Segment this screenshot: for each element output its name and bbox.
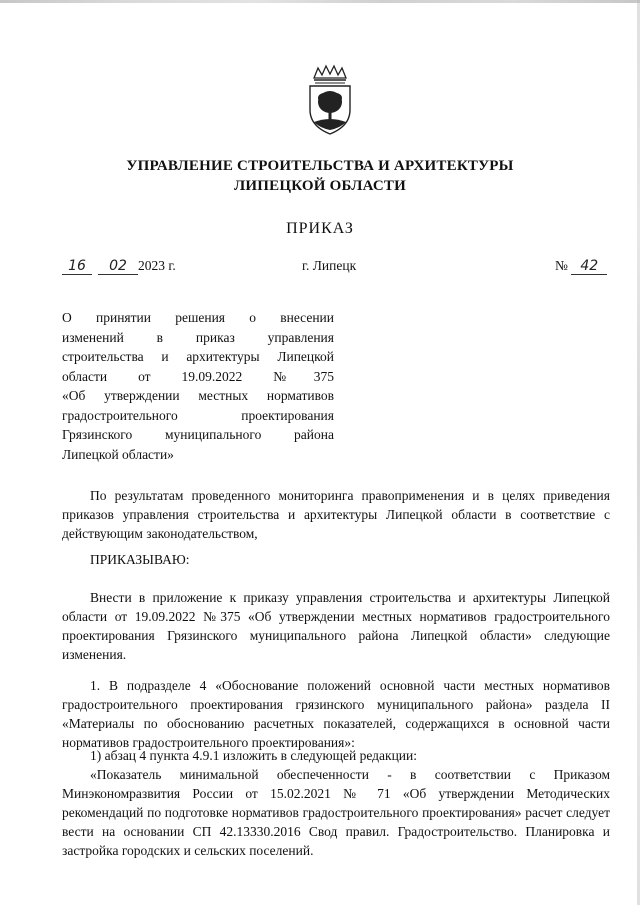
subclause-1-paragraph: 1) абзац 4 пункта 4.9.1 изложить в следующей редакции: <box>90 748 417 763</box>
document-title: ПРИКАЗ <box>286 220 354 237</box>
order-number <box>555 258 607 275</box>
subject-line: «Об утверждении местных нормативов <box>62 388 334 403</box>
date-month: 02 <box>98 258 138 275</box>
subject-line: Липецкой области» <box>62 446 174 462</box>
subject-line: строительства и архитектуры Липецкой <box>62 349 334 364</box>
clause-1-paragraph: 1. В подразделе 4 «Обоснование положений основной части местных нормативов градостроительного проектирования грязинского муниципального района» раздела II «Материалы по обоснованию расчетных показателей, содержащихся в основной части нормативов градостроительного проектирования»: <box>62 678 610 750</box>
subject-line: О принятии решения о внесении <box>62 310 334 325</box>
subject-line: изменений в приказ управления <box>62 329 334 345</box>
subject-line: Грязинского муниципального района <box>62 427 334 442</box>
quoted-text-paragraph: «Показатель минимальной обеспеченности - в соответствии с Приказом Минэкономразвития России от 15.02.2021 № 71 «Об утверждении Методических рекомендаций по подготовке нормативов градостроительного проектирования» расчет следует вести на основании СП 42.13330.2016 Свод правил. Градостроительство. Планировка и застройка городских и сельских поселений. <box>62 767 610 858</box>
date-year: 2023 г. <box>138 258 176 273</box>
date-day: 16 <box>62 258 92 275</box>
number-sign: № <box>555 258 568 273</box>
preamble-paragraph: По результатам проведенного мониторинга правоприменения и в целях приведения приказов управления строительства и архитектуры Липецкой области в соответствие с действующим законодательством, <box>62 488 610 541</box>
order-subject <box>62 308 334 464</box>
number-value: 42 <box>571 258 607 275</box>
subject-line: градостроительного проектирования <box>62 407 334 423</box>
amendment-paragraph: Внести в приложение к приказу управления строительства и архитектуры Липецкой области от 19.09.2022 №375 «Об утверждении местных нормативов градостроительного проектирования Грязинского муниципального района Липецкой области» следующие изменения. <box>62 590 610 662</box>
order-verb: ПРИКАЗЫВАЮ: <box>90 552 190 567</box>
subject-line: области от 19.09.2022 №375 <box>62 368 334 384</box>
scan-edge-top <box>0 0 640 3</box>
city-label: г. Липецк <box>302 258 357 273</box>
coat-of-arms-emblem <box>300 64 360 136</box>
agency-name-line2: ЛИПЕЦКОЙ ОБЛАСТИ <box>234 178 406 194</box>
agency-name-line1: УПРАВЛЕНИЕ СТРОИТЕЛЬСТВА И АРХИТЕКТУРЫ <box>126 158 514 174</box>
order-date <box>62 258 176 275</box>
